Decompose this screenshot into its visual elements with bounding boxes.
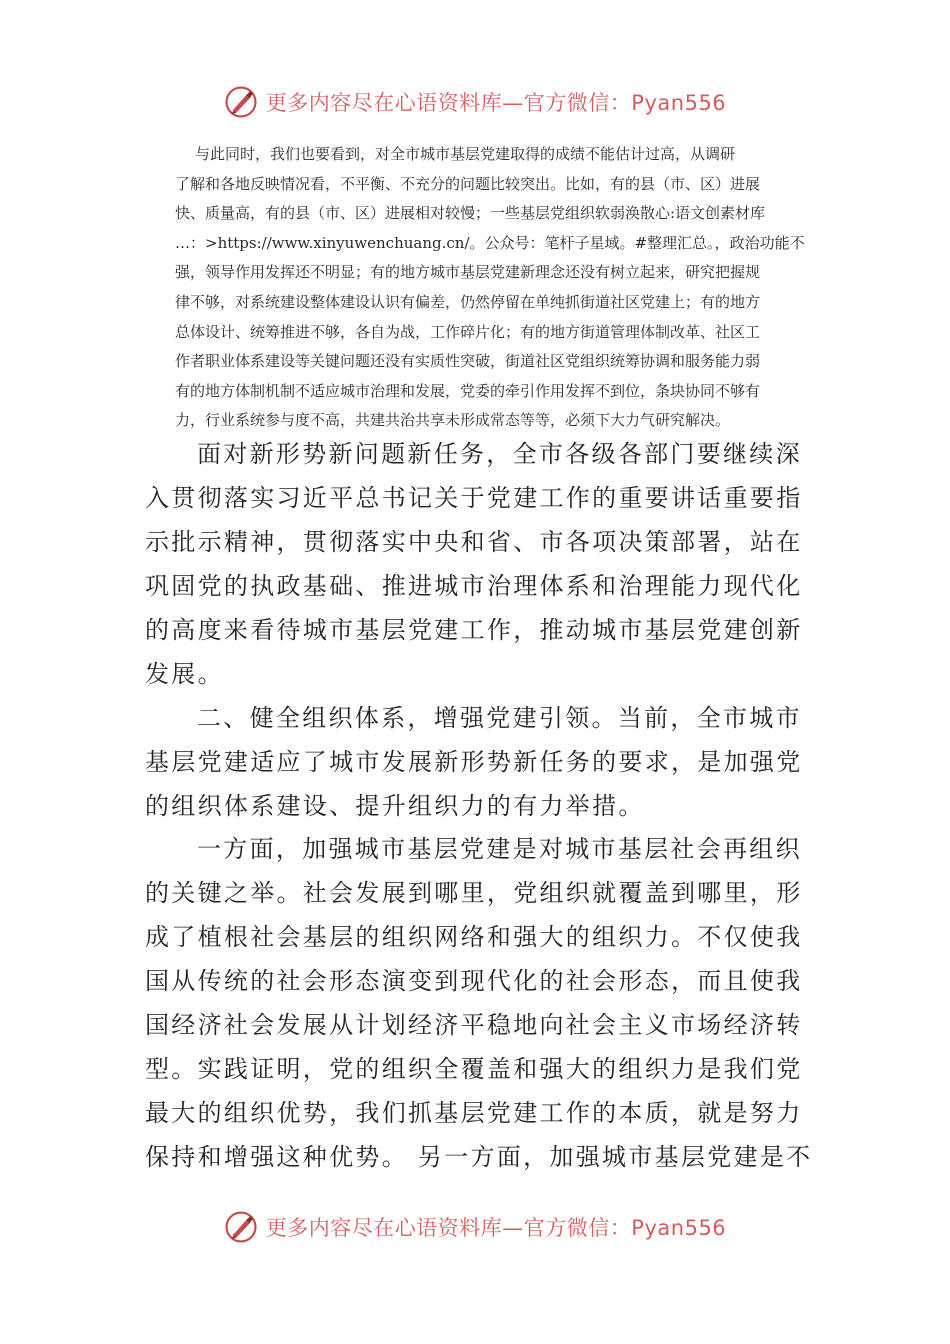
text-line: 最大的组织优势，我们抓基层党建工作的本质，就是努力 (145, 1099, 803, 1127)
text-line: 的关键之举。社会发展到哪里，党组织就覆盖到哪里，形 (145, 879, 803, 907)
text-line: 总体设计、统筹推进不够，各自为战，工作碎片化；有的地方街道管理体制改革、社区工 (175, 322, 761, 341)
text-line: 面对新形势新问题新任务，全市各级各部门要继续深 (197, 440, 802, 468)
text-line: 基层党建适应了城市发展新形势新任务的要求，是加强党 (145, 748, 803, 776)
small-paragraph (145, 140, 810, 436)
text-line: 一方面，加强城市基层党建是对城市基层社会再组织 (197, 835, 802, 863)
paragraph-section-two (145, 696, 825, 828)
text-line: 型。实践证明，党的组织全覆盖和强大的组织力是我们党 (145, 1055, 803, 1083)
text-line: 强，领导作用发挥还不明显；有的地方城市基层党建新理念还没有树立起来，研究把握规 (175, 263, 761, 282)
text-line: 与此同时，我们也要看到，对全市城市基层党建取得的成绩不能估计过高，从调研 (195, 145, 736, 163)
text-line: 快、质量高，有的县（市、区）进展相对较慢；一些基层党组织软弱涣散心:语文创素材库 (175, 204, 766, 223)
text-line: 了解和各地反映情况看，不平衡、不充分的问题比较突出。比如，有的县（市、区）进展 (175, 174, 761, 193)
text-line: 力，行业系统参与度不高，共建共治共享未形成常态等等，必须下大力气研究解决。 (175, 411, 731, 430)
footer-banner-text: 更多内容尽在心语资料库—官方微信：Pyan556 (265, 1216, 727, 1240)
text-line: 保持和增强这种优势。 另一方面，加强城市基层党建是不 (145, 1143, 813, 1171)
text-line: 示批示精神，贯彻落实中央和省、市各项决策部署，站在 (145, 528, 803, 556)
text-line: 律不够，对系统建设整体建设认识有偏差，仍然停留在单纯抓街道社区党建上；有的地方 (175, 292, 761, 311)
text-line: 的组织体系建设、提升组织力的有力举措。 (145, 792, 645, 820)
text-line: 巩固党的执政基础、推进城市治理体系和治理能力现代化 (145, 572, 803, 600)
text-line: 国从传统的社会形态演变到现代化的社会形态，而且使我 (145, 967, 803, 995)
text-line: 国经济社会发展从计划经济平稳地向社会主义市场经济转 (145, 1011, 803, 1039)
header-banner (0, 82, 950, 122)
text-line: 有的地方体制机制不适应城市治理和发展，党委的牵引作用发挥不到位，条块协同不够有 (175, 381, 761, 400)
paragraph-on-one-hand (145, 827, 825, 1179)
pen-circle-logo-icon (224, 85, 258, 119)
pen-circle-logo-icon (224, 1210, 258, 1244)
text-line: 二、健全组织体系，增强党建引领。当前，全市城市 (197, 704, 802, 732)
text-line: 的高度来看待城市基层党建工作，推动城市基层党建创新 (145, 616, 803, 644)
text-line: …：>https://www.xinyuwenchuang.cn/。公众号：笔杆子星域。#整理汇总。，政治功能不 (175, 233, 805, 252)
text-line: 作者职业体系建设等关键问题还没有实质性突破，街道社区党组织统筹协调和服务能力弱 (175, 352, 761, 371)
paragraph-new-situation (145, 432, 825, 696)
footer-banner (0, 1207, 950, 1247)
text-line: 入贯彻落实习近平总书记关于党建工作的重要讲话重要指 (145, 484, 803, 512)
text-line: 发展。 (145, 660, 224, 688)
text-line: 成了植根社会基层的组织网络和强大的组织力。不仅使我 (145, 923, 803, 951)
header-banner-text: 更多内容尽在心语资料库—官方微信：Pyan556 (265, 91, 727, 115)
